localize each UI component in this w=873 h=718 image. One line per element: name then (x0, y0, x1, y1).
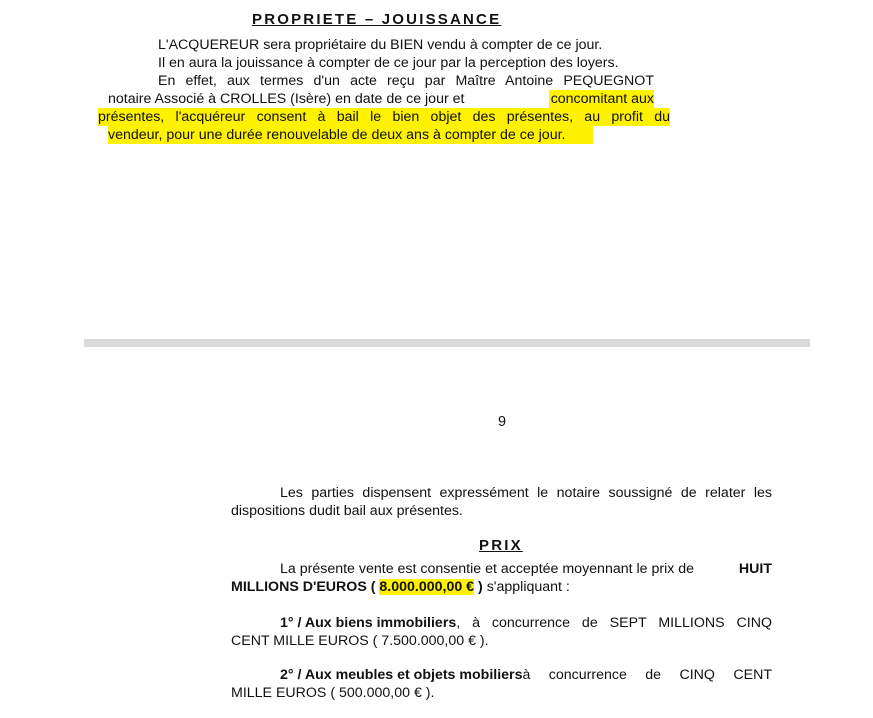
paragraph-line: dispositions dudit bail aux présentes. (231, 503, 463, 519)
price-line (231, 578, 570, 596)
highlighted-paragraph-line: vendeur, pour une durée renouvelable de deux ans à compter de ce jour. (108, 126, 593, 144)
section-title-propriete-jouissance: PROPRIETE – JOUISSANCE (252, 11, 502, 28)
page-number: 9 (497, 414, 507, 430)
highlighted-text: concomitant aux (550, 91, 654, 107)
paragraph-line: Les parties dispensent expressément le notaire soussigné de relater les (280, 485, 772, 501)
price-line (280, 560, 772, 578)
item-line (280, 614, 772, 632)
item-line (280, 666, 772, 684)
price-text: s'appliquant : (482, 579, 570, 595)
item1-text: , à concurrence de SEPT MILLIONS CINQ (456, 615, 772, 631)
price-words-start: HUIT (738, 561, 772, 577)
paragraph-line: Il en aura la jouissance à compter de ce jour par la perception des loyers. (158, 55, 619, 71)
item-line: CENT MILLE EUROS ( 7.500.000,00 € ). (231, 633, 489, 649)
item1-label: 1° / Aux biens immobiliers (280, 615, 457, 631)
price-paren: ) (474, 579, 483, 595)
highlighted-paragraph-line: présentes, l'acquéreur consent à bail le bien objet des présentes, au profit du (98, 109, 670, 125)
item2-text: à concurrence de CINQ CENT (522, 667, 772, 683)
price-amount: 8.000.000,00 € (379, 579, 475, 595)
item2-label: 2° / Aux meubles et objets mobiliers (280, 667, 523, 683)
price-text: La présente vente est consentie et acceptée moyennant le prix de (280, 561, 695, 577)
paragraph-line: L'ACQUEREUR sera propriétaire du BIEN vendu à compter de ce jour. (158, 37, 603, 53)
item-line: MILLE EUROS ( 500.000,00 € ). (231, 685, 435, 701)
page-separator (84, 339, 810, 347)
section-title-prix: PRIX (479, 537, 523, 554)
paragraph-line: En effet, aux termes d'un acte reçu par Maître Antoine PEQUEGNOT (158, 73, 654, 89)
paragraph-line (108, 90, 654, 108)
price-words: MILLIONS D'EUROS ( (231, 579, 380, 595)
paragraph-text: notaire Associé à CROLLES (Isère) en date de ce jour et (108, 91, 465, 107)
